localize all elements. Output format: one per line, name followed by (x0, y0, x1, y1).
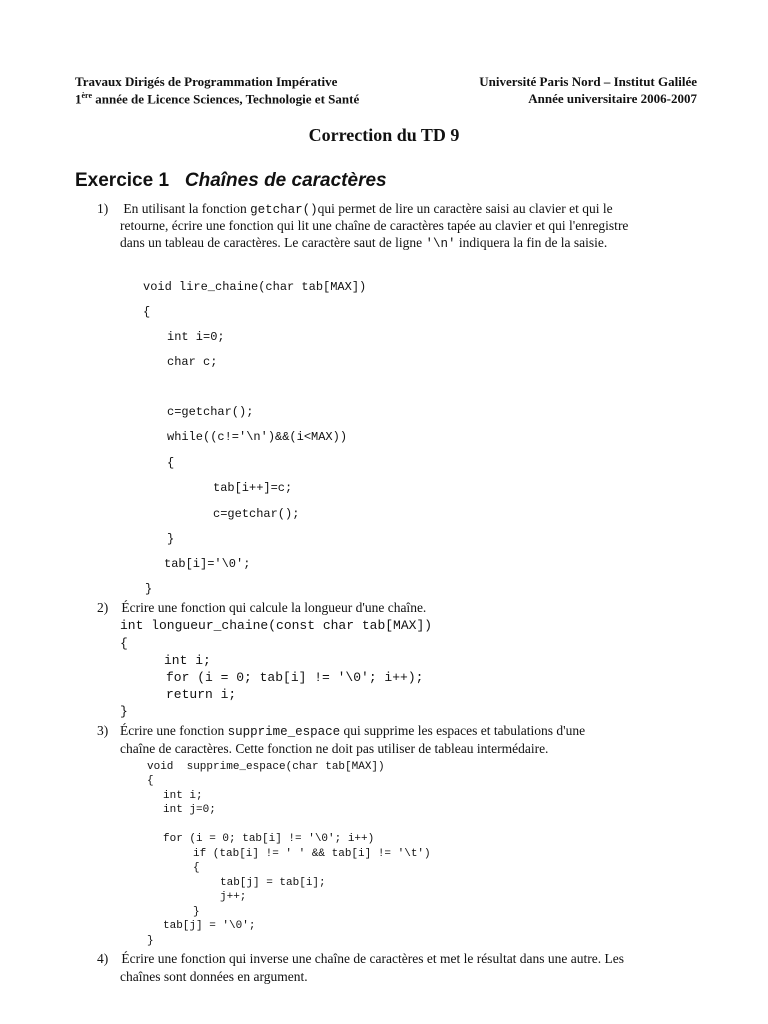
code-line: j++; (220, 891, 247, 903)
question-number: 4) (97, 951, 109, 966)
code-line: } (145, 582, 153, 596)
code-line: { (120, 636, 128, 651)
code-line: tab[i]='\0'; (164, 557, 251, 571)
code-line: tab[j] = tab[i]; (220, 877, 326, 889)
header-course-level: 1ère année de Licence Sciences, Technologie et Santé (75, 91, 360, 107)
code-line: { (167, 456, 175, 470)
code-line: } (193, 906, 200, 918)
exercise-label: Exercice 1 (75, 170, 170, 191)
header-academic-year: Année universitaire 2006-2007 (528, 91, 697, 106)
code-line: c=getchar(); (167, 405, 254, 419)
q1-text-line3: dans un tableau de caractères. Le caractère saut de ligne '\n' indiquera la fin de la saisie. (120, 235, 608, 251)
code-line: void supprime_espace(char tab[MAX]) (147, 761, 385, 773)
q2-text: Écrire une fonction qui calcule la longueur d'une chaîne. (118, 600, 427, 615)
q1-text-line2: retourne, écrire une fonction qui lit une chaîne de caractères tapée au clavier et qui l'enregistre (120, 218, 629, 233)
exercise-heading (75, 170, 387, 192)
question-number: 3) (97, 723, 109, 738)
code-line: void lire_chaine(char tab[MAX]) (143, 280, 367, 294)
page-title: Correction du TD 9 (308, 125, 460, 145)
code-line: int i; (164, 653, 211, 668)
header-course-title: Travaux Dirigés de Programmation Impérative (75, 74, 338, 89)
code-line: int i=0; (167, 330, 225, 344)
code-line: } (167, 532, 175, 546)
question-number: 2) (97, 600, 109, 615)
code-line: tab[i++]=c; (213, 481, 293, 495)
code-line: { (193, 862, 200, 874)
code-line: int longueur_chaine(const char tab[MAX]) (120, 618, 433, 633)
code-line: int j=0; (163, 804, 216, 816)
code-line: for (i = 0; tab[i] != '\0'; i++) (163, 833, 375, 845)
code-line: for (i = 0; tab[i] != '\0'; i++); (166, 670, 424, 685)
header-university: Université Paris Nord – Institut Galilée (479, 74, 697, 89)
code-line: tab[j] = '\0'; (163, 920, 256, 932)
code-line: { (147, 775, 154, 787)
question-number: 1) (97, 201, 109, 216)
code-line: } (120, 704, 128, 719)
q1-text-line1: En utilisant la fonction getchar()qui permet de lire un caractère saisi au clavier et qui le (120, 201, 613, 217)
code-line: return i; (166, 687, 237, 702)
q3-text-line2: chaîne de caractères. Cette fonction ne doit pas utiliser de tableau intermédaire. (120, 741, 549, 756)
code-line: { (143, 305, 151, 319)
code-line: c=getchar(); (213, 507, 300, 521)
code-line: int i; (163, 790, 203, 802)
code-line: } (147, 935, 154, 947)
q3-text-line1: Écrire une fonction supprime_espace qui supprime les espaces et tabulations d'une (120, 723, 586, 739)
code-line: while((c!='\n')&&(i<MAX)) (167, 430, 348, 444)
exercise-name: Chaînes de caractères (184, 170, 387, 191)
code-line: if (tab[i] != ' ' && tab[i] != '\t') (193, 848, 431, 860)
q4-text-line2: chaînes sont données en argument. (120, 969, 308, 984)
q4-text-line1: Écrire une fonction qui inverse une chaîne de caractères et met le résultat dans une autre. Les (118, 951, 625, 966)
code-line: char c; (167, 355, 218, 369)
